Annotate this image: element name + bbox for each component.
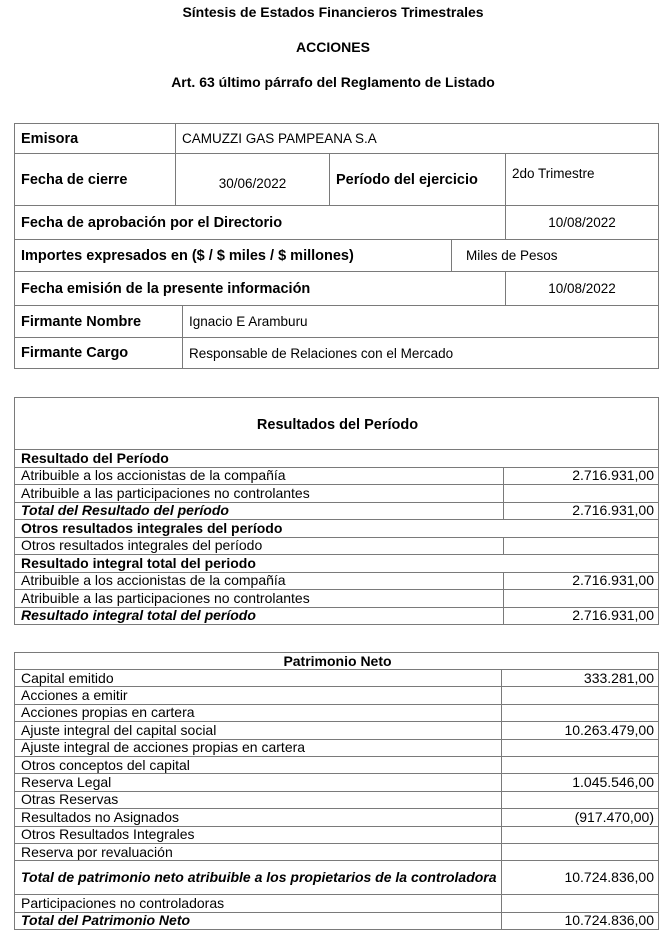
aprobacion-label: Fecha de aprobación por el Directorio (15, 206, 506, 240)
row-label: Atribuible a los accionistas de la compañía (15, 467, 504, 485)
resultados-title: Resultados del Período (15, 398, 659, 450)
patrimonio-row (15, 722, 659, 739)
emisora-label: Emisora (15, 124, 176, 154)
row-label: Total del Resultado del período (15, 502, 504, 520)
row-label: Participaciones no controladoras (15, 895, 502, 912)
row-label: Total del Patrimonio Neto (15, 912, 502, 929)
row-value (502, 687, 659, 704)
resultados-row (15, 520, 659, 538)
row-value (502, 791, 659, 808)
patrimonio-row (15, 895, 659, 912)
resultados-row (15, 467, 659, 485)
row-value: 333.281,00 (502, 670, 659, 687)
resultados-row (15, 607, 659, 625)
patrimonio-row (15, 704, 659, 721)
row-value (502, 739, 659, 756)
patrimonio-row (15, 774, 659, 791)
row-value: 1.045.546,00 (502, 774, 659, 791)
patrimonio-row (15, 739, 659, 756)
row-value: 2.716.931,00 (504, 607, 659, 625)
row-label: Atribuible a los accionistas de la compañía (15, 572, 504, 590)
section-heading: Resultado integral total del periodo (15, 555, 659, 573)
row-value (502, 756, 659, 773)
emision-value: 10/08/2022 (506, 272, 659, 306)
resultados-row (15, 572, 659, 590)
row-label: Resultados no Asignados (15, 809, 502, 826)
aprobacion-value: 10/08/2022 (506, 206, 659, 240)
patrimonio-row (15, 687, 659, 704)
resultados-table (14, 397, 659, 625)
row-value (504, 537, 659, 555)
firmante-cargo-label: Firmante Cargo (15, 338, 183, 369)
row-value: 2.716.931,00 (504, 467, 659, 485)
resultados-row (15, 555, 659, 573)
row-label: Total de patrimonio neto atribuible a los propietarios de la controladora (15, 861, 502, 895)
fecha-cierre-value: 30/06/2022 (176, 154, 330, 206)
row-label: Capital emitido (15, 670, 502, 687)
row-label: Atribuible a las participaciones no controlantes (15, 590, 504, 608)
emision-label: Fecha emisión de la presente información (15, 272, 506, 306)
importes-label: Importes expresados en ($ / $ miles / $ millones) (15, 240, 452, 272)
firmante-nombre-label: Firmante Nombre (15, 306, 183, 338)
patrimonio-row (15, 861, 659, 895)
resultados-row (15, 590, 659, 608)
patrimonio-row (15, 912, 659, 929)
firmante-nombre-value: Ignacio E Aramburu (183, 306, 659, 338)
report-regulation: Art. 63 último párrafo del Reglamento de Listado (171, 74, 495, 90)
patrimonio-table (14, 652, 659, 930)
row-value (502, 704, 659, 721)
row-label: Acciones propias en cartera (15, 704, 502, 721)
patrimonio-title: Patrimonio Neto (15, 653, 659, 670)
row-value (502, 843, 659, 860)
resultados-row (15, 537, 659, 555)
importes-value: Miles de Pesos (452, 240, 659, 272)
row-label: Reserva Legal (15, 774, 502, 791)
info-table (14, 123, 659, 369)
row-value (504, 485, 659, 503)
row-label: Otros conceptos del capital (15, 756, 502, 773)
row-value: 10.263.479,00 (502, 722, 659, 739)
row-label: Otros Resultados Integrales (15, 826, 502, 843)
row-label: Resultado integral total del período (15, 607, 504, 625)
section-heading: Otros resultados integrales del período (15, 520, 659, 538)
report-subtitle: ACCIONES (296, 39, 370, 55)
patrimonio-row (15, 670, 659, 687)
row-label: Atribuible a las participaciones no controlantes (15, 485, 504, 503)
row-label: Ajuste integral de acciones propias en cartera (15, 739, 502, 756)
resultados-row (15, 502, 659, 520)
row-value: 10.724.836,00 (502, 912, 659, 929)
patrimonio-row (15, 843, 659, 860)
patrimonio-row (15, 826, 659, 843)
row-value (502, 826, 659, 843)
row-label: Reserva por revaluación (15, 843, 502, 860)
row-value (502, 895, 659, 912)
row-value: 2.716.931,00 (504, 502, 659, 520)
firmante-cargo-value: Responsable de Relaciones con el Mercado (183, 338, 659, 369)
resultados-row (15, 450, 659, 468)
report-title: Síntesis de Estados Financieros Trimestrales (182, 4, 484, 20)
periodo-label: Período del ejercicio (330, 154, 506, 206)
row-value: 10.724.836,00 (502, 861, 659, 895)
patrimonio-row (15, 756, 659, 773)
row-value (504, 590, 659, 608)
row-value: (917.470,00) (502, 809, 659, 826)
fecha-cierre-label: Fecha de cierre (15, 154, 176, 206)
row-label: Acciones a emitir (15, 687, 502, 704)
resultados-row (15, 485, 659, 503)
section-heading: Resultado del Período (15, 450, 659, 468)
periodo-value: 2do Trimestre (506, 154, 659, 206)
row-label: Otros resultados integrales del período (15, 537, 504, 555)
patrimonio-row (15, 809, 659, 826)
emisora-value: CAMUZZI GAS PAMPEANA S.A (176, 124, 659, 154)
row-label: Ajuste integral del capital social (15, 722, 502, 739)
row-value: 2.716.931,00 (504, 572, 659, 590)
patrimonio-row (15, 791, 659, 808)
row-label: Otras Reservas (15, 791, 502, 808)
